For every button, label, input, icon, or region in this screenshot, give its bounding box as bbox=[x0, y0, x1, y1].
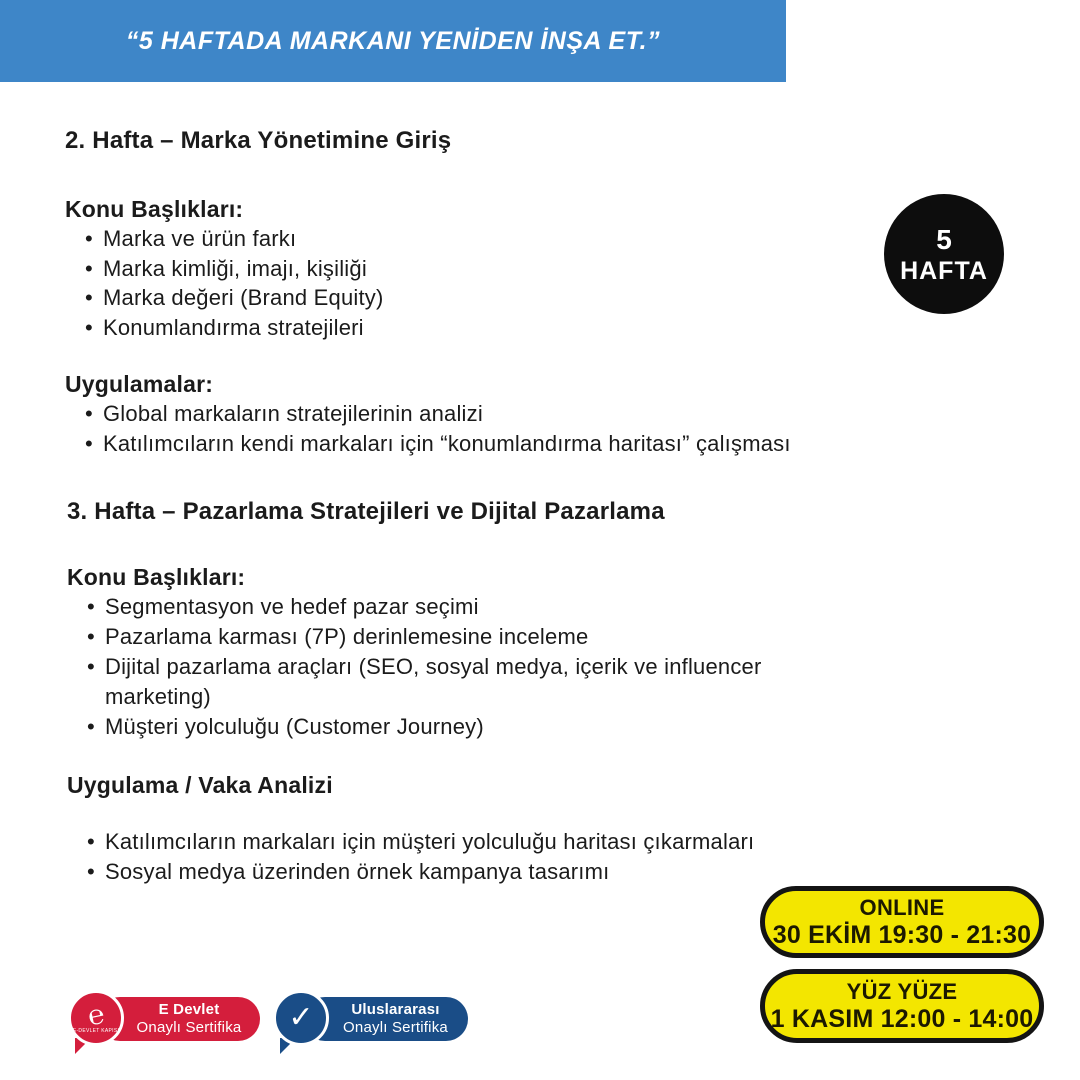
topic-item: • Dijital pazarlama araçları (SEO, sosyal medya, içerik ve influencer marketing) bbox=[67, 652, 782, 712]
schedule-pill-inperson bbox=[760, 969, 1044, 1043]
topic-item: • Segmentasyon ve hedef pazar seçimi bbox=[67, 592, 782, 622]
international-certificate-badge bbox=[273, 990, 483, 1060]
quote-banner bbox=[0, 0, 786, 82]
schedule-datetime: 30 EKİM 19:30 - 21:30 bbox=[772, 921, 1032, 949]
topics-label: Konu Başlıkları: bbox=[67, 564, 246, 590]
schedule-mode: ONLINE bbox=[859, 895, 945, 920]
topic-item: • Marka değeri (Brand Equity) bbox=[65, 283, 865, 313]
schedule-mode: YÜZ YÜZE bbox=[846, 979, 958, 1004]
week-count-number: 5 bbox=[936, 224, 952, 255]
week2-section bbox=[65, 126, 865, 458]
section-title: 3. Hafta – Pazarlama Stratejileri ve Dijital Pazarlama bbox=[67, 498, 665, 525]
practice-list bbox=[67, 827, 857, 887]
schedule-pill-online bbox=[760, 886, 1044, 958]
e-devlet-logo bbox=[68, 990, 128, 1046]
topic-item: • Müşteri yolculuğu (Customer Journey) bbox=[67, 712, 782, 742]
practice-label: Uygulama / Vaka Analizi bbox=[67, 772, 333, 798]
week3-section bbox=[67, 497, 857, 887]
topics-list bbox=[65, 224, 865, 342]
practice-label: Uygulamalar: bbox=[65, 371, 214, 397]
schedule-datetime: 1 KASIM 12:00 - 14:00 bbox=[770, 1005, 1034, 1033]
week-count-badge bbox=[884, 194, 1004, 314]
topics-list bbox=[67, 592, 782, 742]
topic-item: • Konumlandırma stratejileri bbox=[65, 313, 865, 343]
practice-item: • Katılımcıların kendi markaları için “konumlandırma haritası” çalışması bbox=[65, 429, 865, 459]
topic-item: • Marka kimliği, imajı, kişiliği bbox=[65, 254, 865, 284]
checkmark-icon bbox=[273, 990, 329, 1046]
practice-item: • Global markaların stratejilerinin analizi bbox=[65, 399, 865, 429]
practice-item: • Sosyal medya üzerinden örnek kampanya tasarımı bbox=[67, 857, 857, 887]
topic-item: • Pazarlama karması (7P) derinlemesine inceleme bbox=[67, 622, 782, 652]
badge-subtitle: Onaylı Sertifika bbox=[136, 1019, 242, 1036]
e-devlet-e-icon: ℮ bbox=[84, 998, 108, 1031]
section-title: 2. Hafta – Marka Yönetimine Giriş bbox=[65, 127, 452, 154]
topics-label: Konu Başlıkları: bbox=[65, 196, 244, 222]
checkmark-glyph: ✓ bbox=[288, 1001, 314, 1034]
practice-list bbox=[65, 399, 865, 458]
topic-item: • Marka ve ürün farkı bbox=[65, 224, 865, 254]
e-devlet-caption: E-DEVLET KAPISI bbox=[72, 1027, 120, 1034]
practice-item: • Katılımcıların markaları için müşteri yolculuğu haritası çıkarmaları bbox=[67, 827, 857, 857]
e-devlet-star-icon: * bbox=[123, 990, 128, 1002]
badge-title: Uluslararası bbox=[351, 1001, 440, 1018]
edevlet-certificate-badge bbox=[68, 990, 278, 1060]
week-count-label: HAFTA bbox=[900, 257, 988, 285]
badge-title: E Devlet bbox=[158, 1001, 220, 1018]
badge-subtitle: Onaylı Sertifika bbox=[343, 1019, 448, 1036]
banner-quote-text: “5 HAFTADA MARKANI YENİDEN İNŞA ET.” bbox=[125, 26, 661, 55]
